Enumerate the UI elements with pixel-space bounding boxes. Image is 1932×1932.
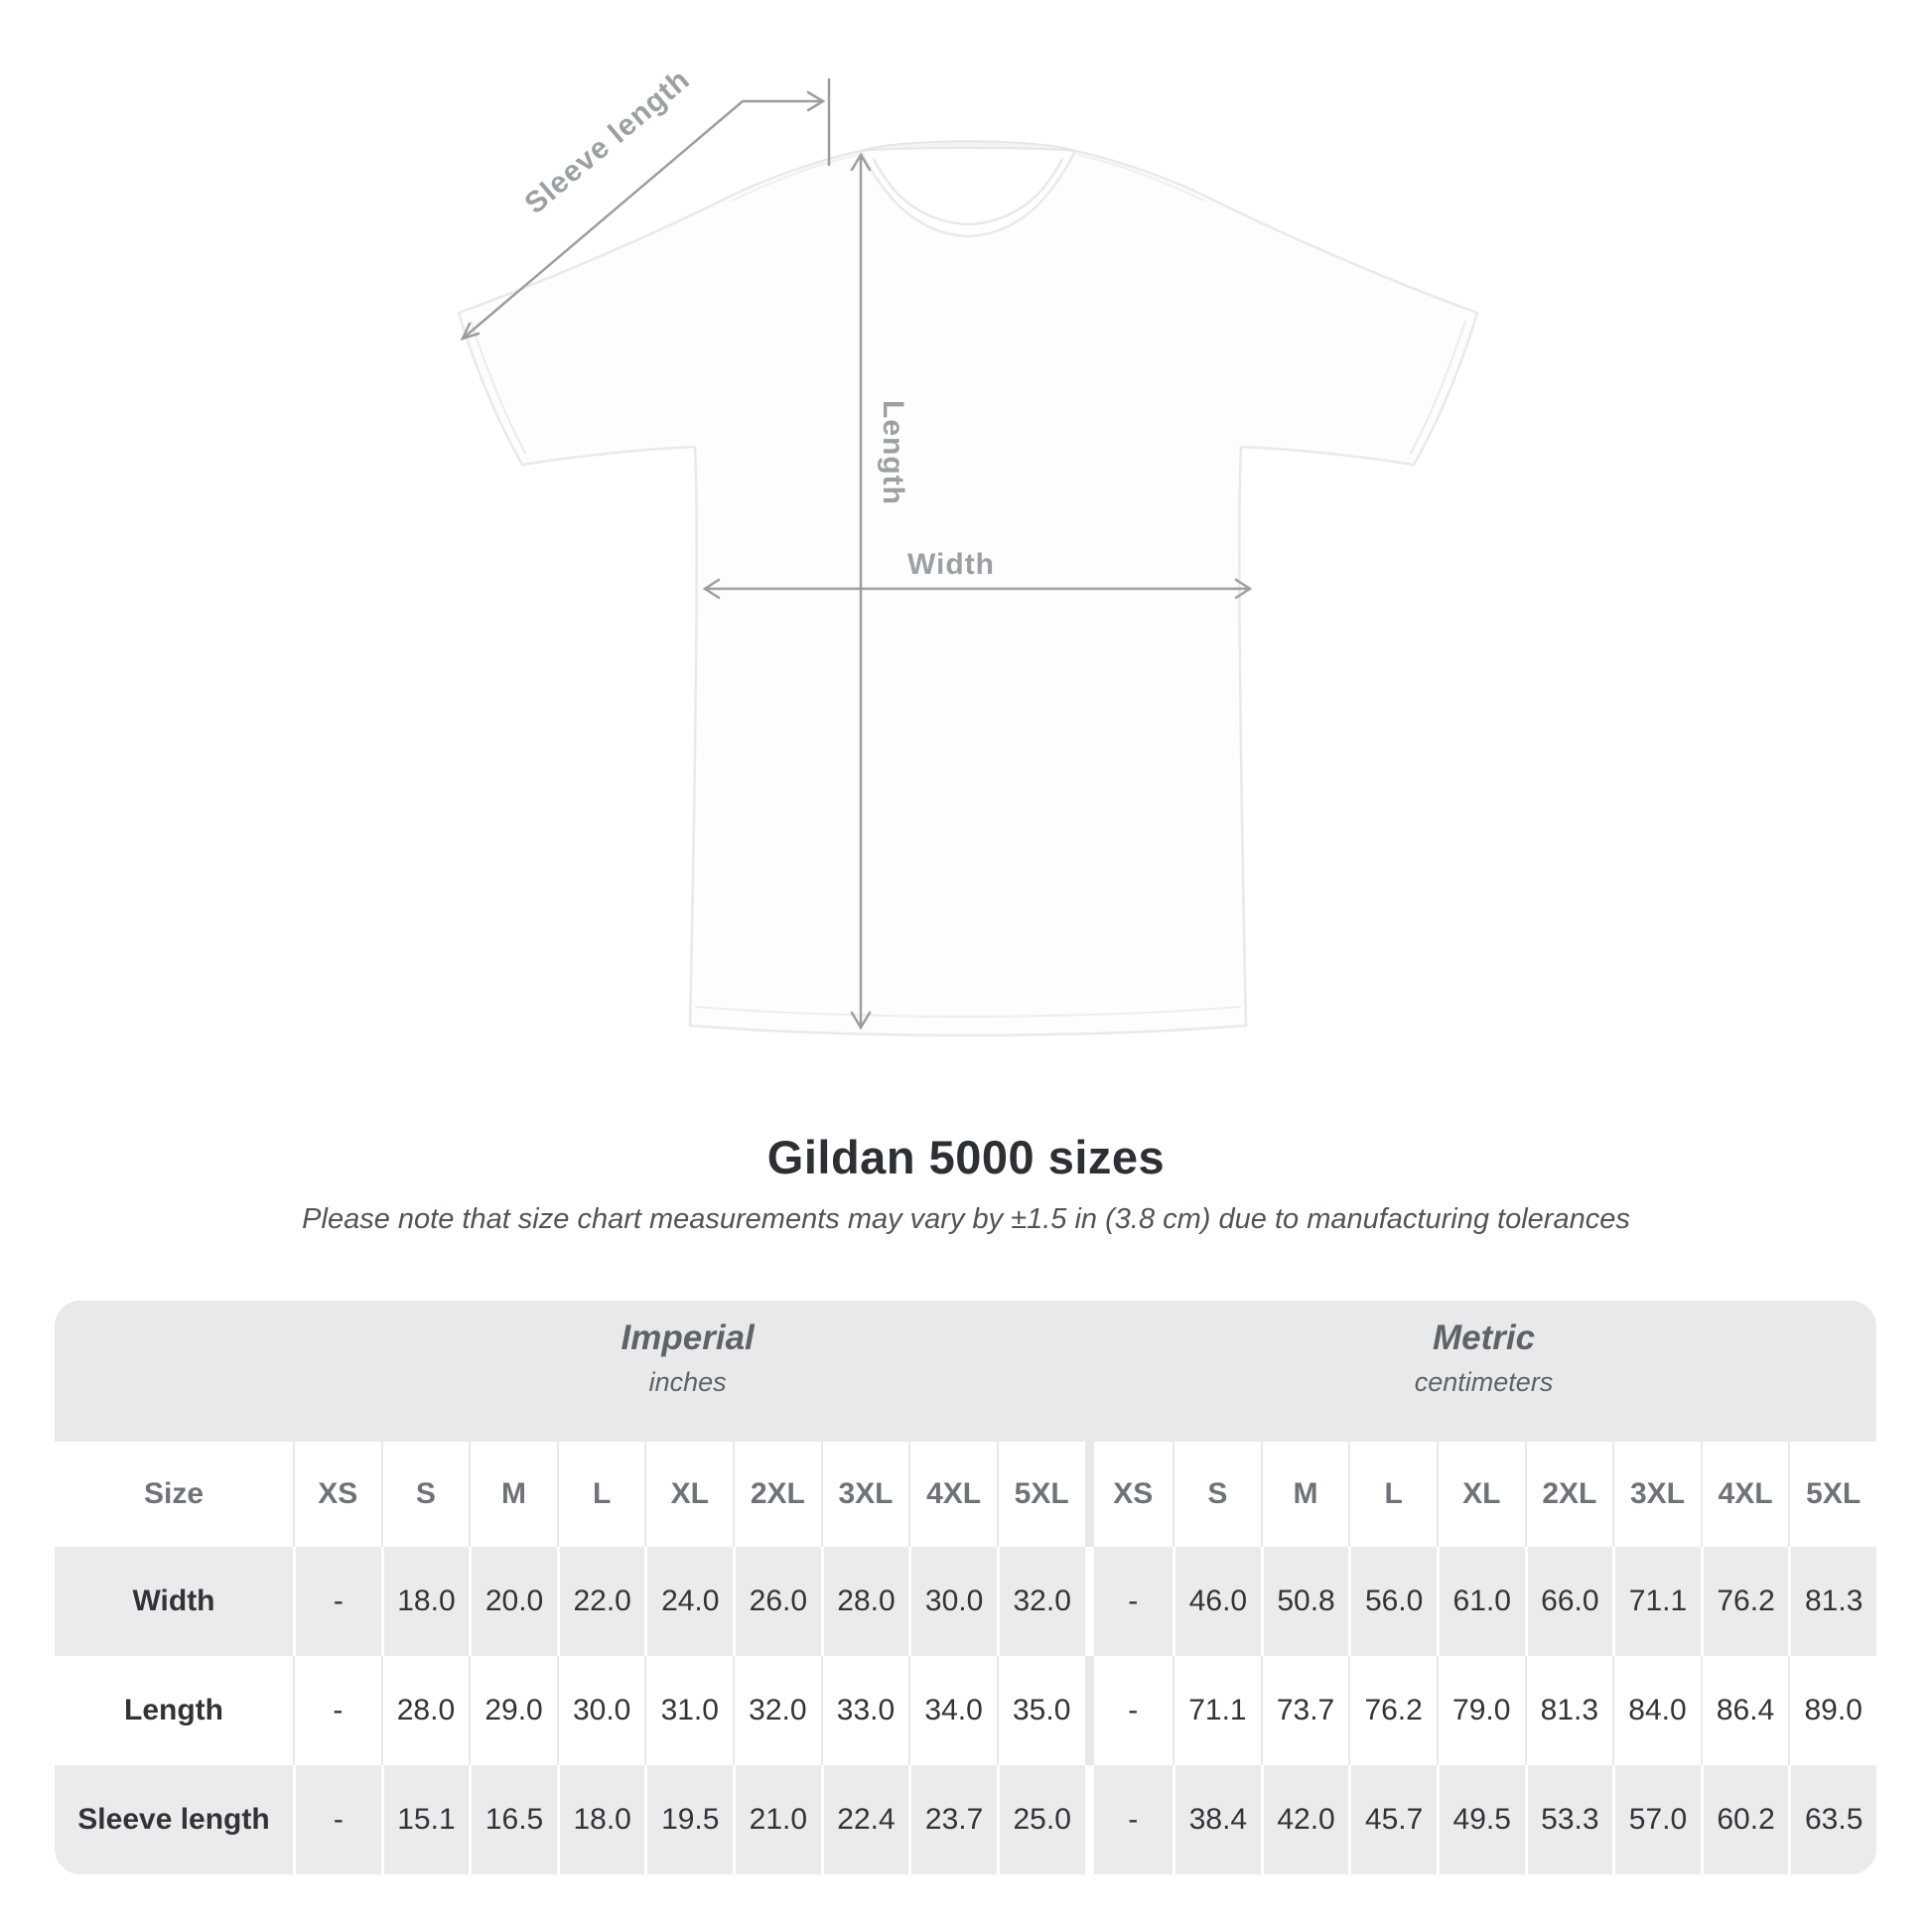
size-header-cell: 4XL	[1701, 1442, 1789, 1547]
metric-value-cell: 38.4	[1173, 1765, 1261, 1874]
metric-title: Metric	[1433, 1318, 1536, 1357]
measurement-row	[55, 1656, 1876, 1765]
imperial-value-cell: 20.0	[469, 1547, 557, 1656]
metric-value-cell: 61.0	[1437, 1547, 1525, 1656]
imperial-value-cell: 18.0	[557, 1765, 645, 1874]
metric-section-header	[1091, 1320, 1876, 1396]
sleeve-length-label: Sleeve length	[518, 63, 697, 221]
imperial-value-cell: 21.0	[733, 1765, 821, 1874]
metric-value-cell: -	[1085, 1765, 1173, 1874]
imperial-value-cell: -	[293, 1656, 381, 1765]
imperial-value-cell: 32.0	[733, 1656, 821, 1765]
size-header-row	[55, 1442, 1876, 1547]
tolerance-note: Please note that size chart measurements may vary by ±1.5 in (3.8 cm) due to manufacturing tolerances	[302, 1203, 1630, 1235]
imperial-title: Imperial	[621, 1318, 755, 1357]
size-header-cell: XS	[1085, 1442, 1173, 1547]
imperial-value-cell: 22.4	[821, 1765, 909, 1874]
metric-value-cell: 71.1	[1173, 1656, 1261, 1765]
size-header-cell: 2XL	[733, 1442, 821, 1547]
imperial-value-cell: 18.0	[381, 1547, 470, 1656]
size-header-cell: 5XL	[997, 1442, 1085, 1547]
size-header-cell: XL	[1437, 1442, 1525, 1547]
length-label: Length	[877, 400, 909, 505]
imperial-value-cell: -	[293, 1547, 381, 1656]
imperial-value-cell: 22.0	[557, 1547, 645, 1656]
metric-value-cell: 89.0	[1788, 1656, 1876, 1765]
metric-value-cell: 76.2	[1701, 1547, 1789, 1656]
metric-value-cell: 53.3	[1525, 1765, 1613, 1874]
metric-value-cell: 46.0	[1173, 1547, 1261, 1656]
size-chart-table	[55, 1301, 1876, 1874]
imperial-unit: inches	[648, 1367, 727, 1397]
size-header-cell: 3XL	[1612, 1442, 1701, 1547]
size-header-cell: 5XL	[1788, 1442, 1876, 1547]
metric-value-cell: 71.1	[1612, 1547, 1701, 1656]
size-header-cell: S	[381, 1442, 470, 1547]
imperial-value-cell: 35.0	[997, 1656, 1085, 1765]
metric-value-cell: -	[1085, 1656, 1173, 1765]
metric-value-cell: 60.2	[1701, 1765, 1789, 1874]
size-header-cell: S	[1173, 1442, 1261, 1547]
metric-value-cell: 86.4	[1701, 1656, 1789, 1765]
imperial-value-cell: 16.5	[469, 1765, 557, 1874]
size-header-cell: L	[1348, 1442, 1437, 1547]
imperial-value-cell: 31.0	[644, 1656, 733, 1765]
width-label: Width	[906, 548, 996, 581]
metric-value-cell: 50.8	[1261, 1547, 1349, 1656]
imperial-value-cell: 33.0	[821, 1656, 909, 1765]
imperial-value-cell: 32.0	[997, 1547, 1085, 1656]
imperial-value-cell: 25.0	[997, 1765, 1085, 1874]
metric-value-cell: 81.3	[1525, 1656, 1613, 1765]
metric-value-cell: 66.0	[1525, 1547, 1613, 1656]
imperial-value-cell: -	[293, 1765, 381, 1874]
collar-band	[861, 141, 1075, 151]
metric-value-cell: 45.7	[1348, 1765, 1437, 1874]
size-column-header: Size	[55, 1442, 293, 1547]
imperial-value-cell: 29.0	[469, 1656, 557, 1765]
measurement-row	[55, 1765, 1876, 1874]
tshirt-measurement-diagram	[328, 40, 1608, 1112]
metric-value-cell: 81.3	[1788, 1547, 1876, 1656]
measurement-row	[55, 1547, 1876, 1656]
size-header-cell: L	[557, 1442, 645, 1547]
size-header-cell: XS	[293, 1442, 381, 1547]
imperial-value-cell: 23.7	[908, 1765, 997, 1874]
size-header-cell: 3XL	[821, 1442, 909, 1547]
size-header-cell: XL	[644, 1442, 733, 1547]
metric-value-cell: 57.0	[1612, 1765, 1701, 1874]
measurements-table	[55, 1442, 1876, 1874]
metric-value-cell: 79.0	[1437, 1656, 1525, 1765]
row-label-cell: Sleeve length	[55, 1765, 293, 1874]
imperial-value-cell: 15.1	[381, 1765, 470, 1874]
imperial-value-cell: 26.0	[733, 1547, 821, 1656]
page-title: Gildan 5000 sizes	[766, 1131, 1166, 1183]
metric-value-cell: 49.5	[1437, 1765, 1525, 1874]
size-header-cell: M	[1261, 1442, 1349, 1547]
imperial-value-cell: 19.5	[644, 1765, 733, 1874]
metric-value-cell: 56.0	[1348, 1547, 1437, 1656]
row-label-cell: Width	[55, 1547, 293, 1656]
imperial-value-cell: 34.0	[908, 1656, 997, 1765]
imperial-value-cell: 28.0	[381, 1656, 470, 1765]
metric-value-cell: -	[1085, 1547, 1173, 1656]
tshirt-shape	[459, 151, 1477, 1035]
imperial-section-header	[293, 1320, 1082, 1396]
metric-value-cell: 63.5	[1788, 1765, 1876, 1874]
metric-value-cell: 84.0	[1612, 1656, 1701, 1765]
size-header-cell: 4XL	[908, 1442, 997, 1547]
size-header-cell: M	[469, 1442, 557, 1547]
metric-value-cell: 76.2	[1348, 1656, 1437, 1765]
unit-header-band	[55, 1301, 1876, 1442]
imperial-value-cell: 24.0	[644, 1547, 733, 1656]
metric-value-cell: 42.0	[1261, 1765, 1349, 1874]
imperial-value-cell: 30.0	[557, 1656, 645, 1765]
imperial-value-cell: 28.0	[821, 1547, 909, 1656]
metric-unit: centimeters	[1414, 1367, 1554, 1397]
size-header-cell: 2XL	[1525, 1442, 1613, 1547]
imperial-value-cell: 30.0	[908, 1547, 997, 1656]
metric-value-cell: 73.7	[1261, 1656, 1349, 1765]
row-label-cell: Length	[55, 1656, 293, 1765]
